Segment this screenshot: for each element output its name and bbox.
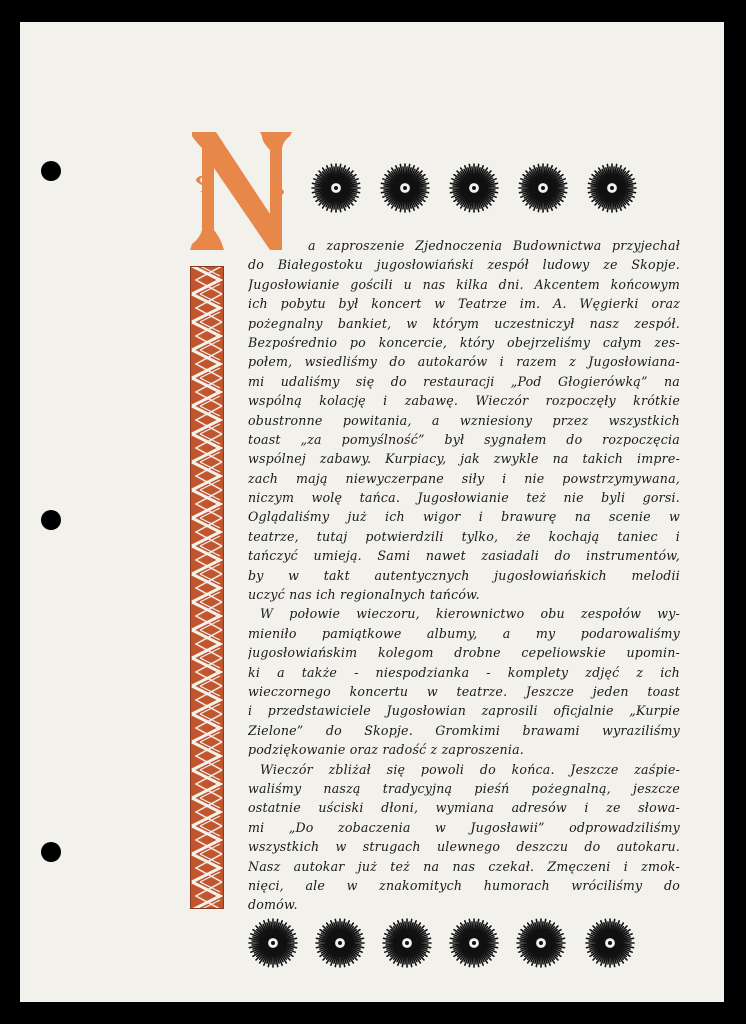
text-line: nięci, ale w znakomitych humorach wróciliśmy do <box>248 877 680 893</box>
text-line: Jugosłowianie gościli u nas kilka dni. Akcentem końcowym <box>248 276 680 292</box>
text-line: niczym wolę tańca. Jugosłowianie też nie byli gorsi. <box>248 490 680 506</box>
black-sun-rosette-icon <box>381 917 433 969</box>
text-line: ki a także - niespodzianka - komplety zdjęć z ich <box>248 664 680 680</box>
text-line: teatrze, tutaj potwierdzili tylko, że kochają taniec i <box>248 528 680 544</box>
text-line: wszystkich w strugach ulewnego deszczu do autokaru. <box>248 839 680 855</box>
text-line: mi „Do zobaczenia w Jugosławii” odprowadziliśmy <box>248 819 680 835</box>
text-line: obustronne powitania, a wzniesiony przez wszystkich <box>248 412 680 428</box>
punch-hole-icon <box>41 510 61 530</box>
text-line: wspólnej zabawy. Kurpiacy, jak zwykle na takich impre- <box>248 451 680 467</box>
punch-hole-icon <box>41 842 61 862</box>
text-line: tańczyć umieją. Sami nawet zasiadali do instrumentów, <box>248 548 680 564</box>
folk-zigzag-border <box>190 266 224 909</box>
text-line: a zaproszenie Zjednoczenia Budownictwa przyjechał <box>308 238 680 253</box>
text-line: ich pobytu był koncert w Teatrze im. A. Węgierki oraz <box>248 296 680 312</box>
text-line: domów. <box>248 897 298 913</box>
text-line: do Białegostoku jugosłowiański zespół ludowy ze Skopje. <box>248 257 680 273</box>
text-line: waliśmy naszą tradycyjną pieśń pożegnalną, jeszcze <box>248 780 680 796</box>
text-line: i przedstawiciele Jugosłowian zaprosili oficjalnie „Kurpie <box>248 703 680 719</box>
text-line: Oglądaliśmy już ich wigor i brawurę na scenie w <box>248 509 680 525</box>
punch-hole-icon <box>41 161 61 181</box>
black-sun-rosette-icon <box>310 162 362 214</box>
text-line: wspólną kolację i zabawę. Wieczór rozpoczęły krótkie <box>248 393 680 409</box>
initial-letter-n-icon <box>190 132 292 250</box>
black-sun-rosette-icon <box>517 162 569 214</box>
black-sun-rosette-icon <box>515 917 567 969</box>
text-line: wieczornego koncertu w teatrze. Jeszcze jeden toast <box>248 683 680 699</box>
text-line: ostatnie uściski dłoni, wymiana adresów i ze słowa- <box>248 800 680 816</box>
article-body <box>248 236 680 915</box>
text-line: połem, wsiedliśmy do autokarów i razem z Jugosłowiana- <box>248 354 680 370</box>
text-line: jugosłowiańskim kolegom drobne cepeliowskie upomin- <box>248 645 680 661</box>
text-line: mi udaliśmy się do restauracji „Pod Głogierówką” na <box>248 373 680 389</box>
text-line: toast „za pomyślność” był sygnałem do rozpoczęcia <box>248 431 680 447</box>
text-line: uczyć nas ich regionalnych tańców. <box>248 587 480 603</box>
black-sun-rosette-icon <box>448 917 500 969</box>
black-sun-rosette-icon <box>448 162 500 214</box>
text-line: Nasz autokar już też na nas czekał. Zmęczeni i zmok- <box>248 858 680 874</box>
text-line: Bezpośrednio po koncercie, który obejrzeliśmy całym zes- <box>248 334 680 350</box>
text-line: mieniło pamiątkowe albumy, a my podarowaliśmy <box>248 625 680 641</box>
text-line: Zielone” do Skopje. Gromkimi brawami wyraziliśmy <box>248 722 680 738</box>
text-line: W połowie wieczoru, kierownictwo obu zespołów wy- <box>260 606 680 622</box>
text-line: pożegnalny bankiet, w którym uczestniczył nasz zespół. <box>248 315 680 331</box>
text-line: Wieczór zbliżał się powoli do końca. Jeszcze zaśpie- <box>260 761 680 777</box>
black-sun-rosette-icon <box>584 917 636 969</box>
black-sun-rosette-icon <box>586 162 638 214</box>
text-line: zach mają niewyczerpane siły i nie powstrzymywana, <box>248 470 680 486</box>
black-sun-rosette-icon <box>247 917 299 969</box>
black-sun-rosette-icon <box>314 917 366 969</box>
text-line: podziękowanie oraz radość z zaproszenia. <box>248 742 525 758</box>
text-line: by w takt autentycznych jugosłowiańskich melodii <box>248 567 680 583</box>
black-sun-rosette-icon <box>379 162 431 214</box>
